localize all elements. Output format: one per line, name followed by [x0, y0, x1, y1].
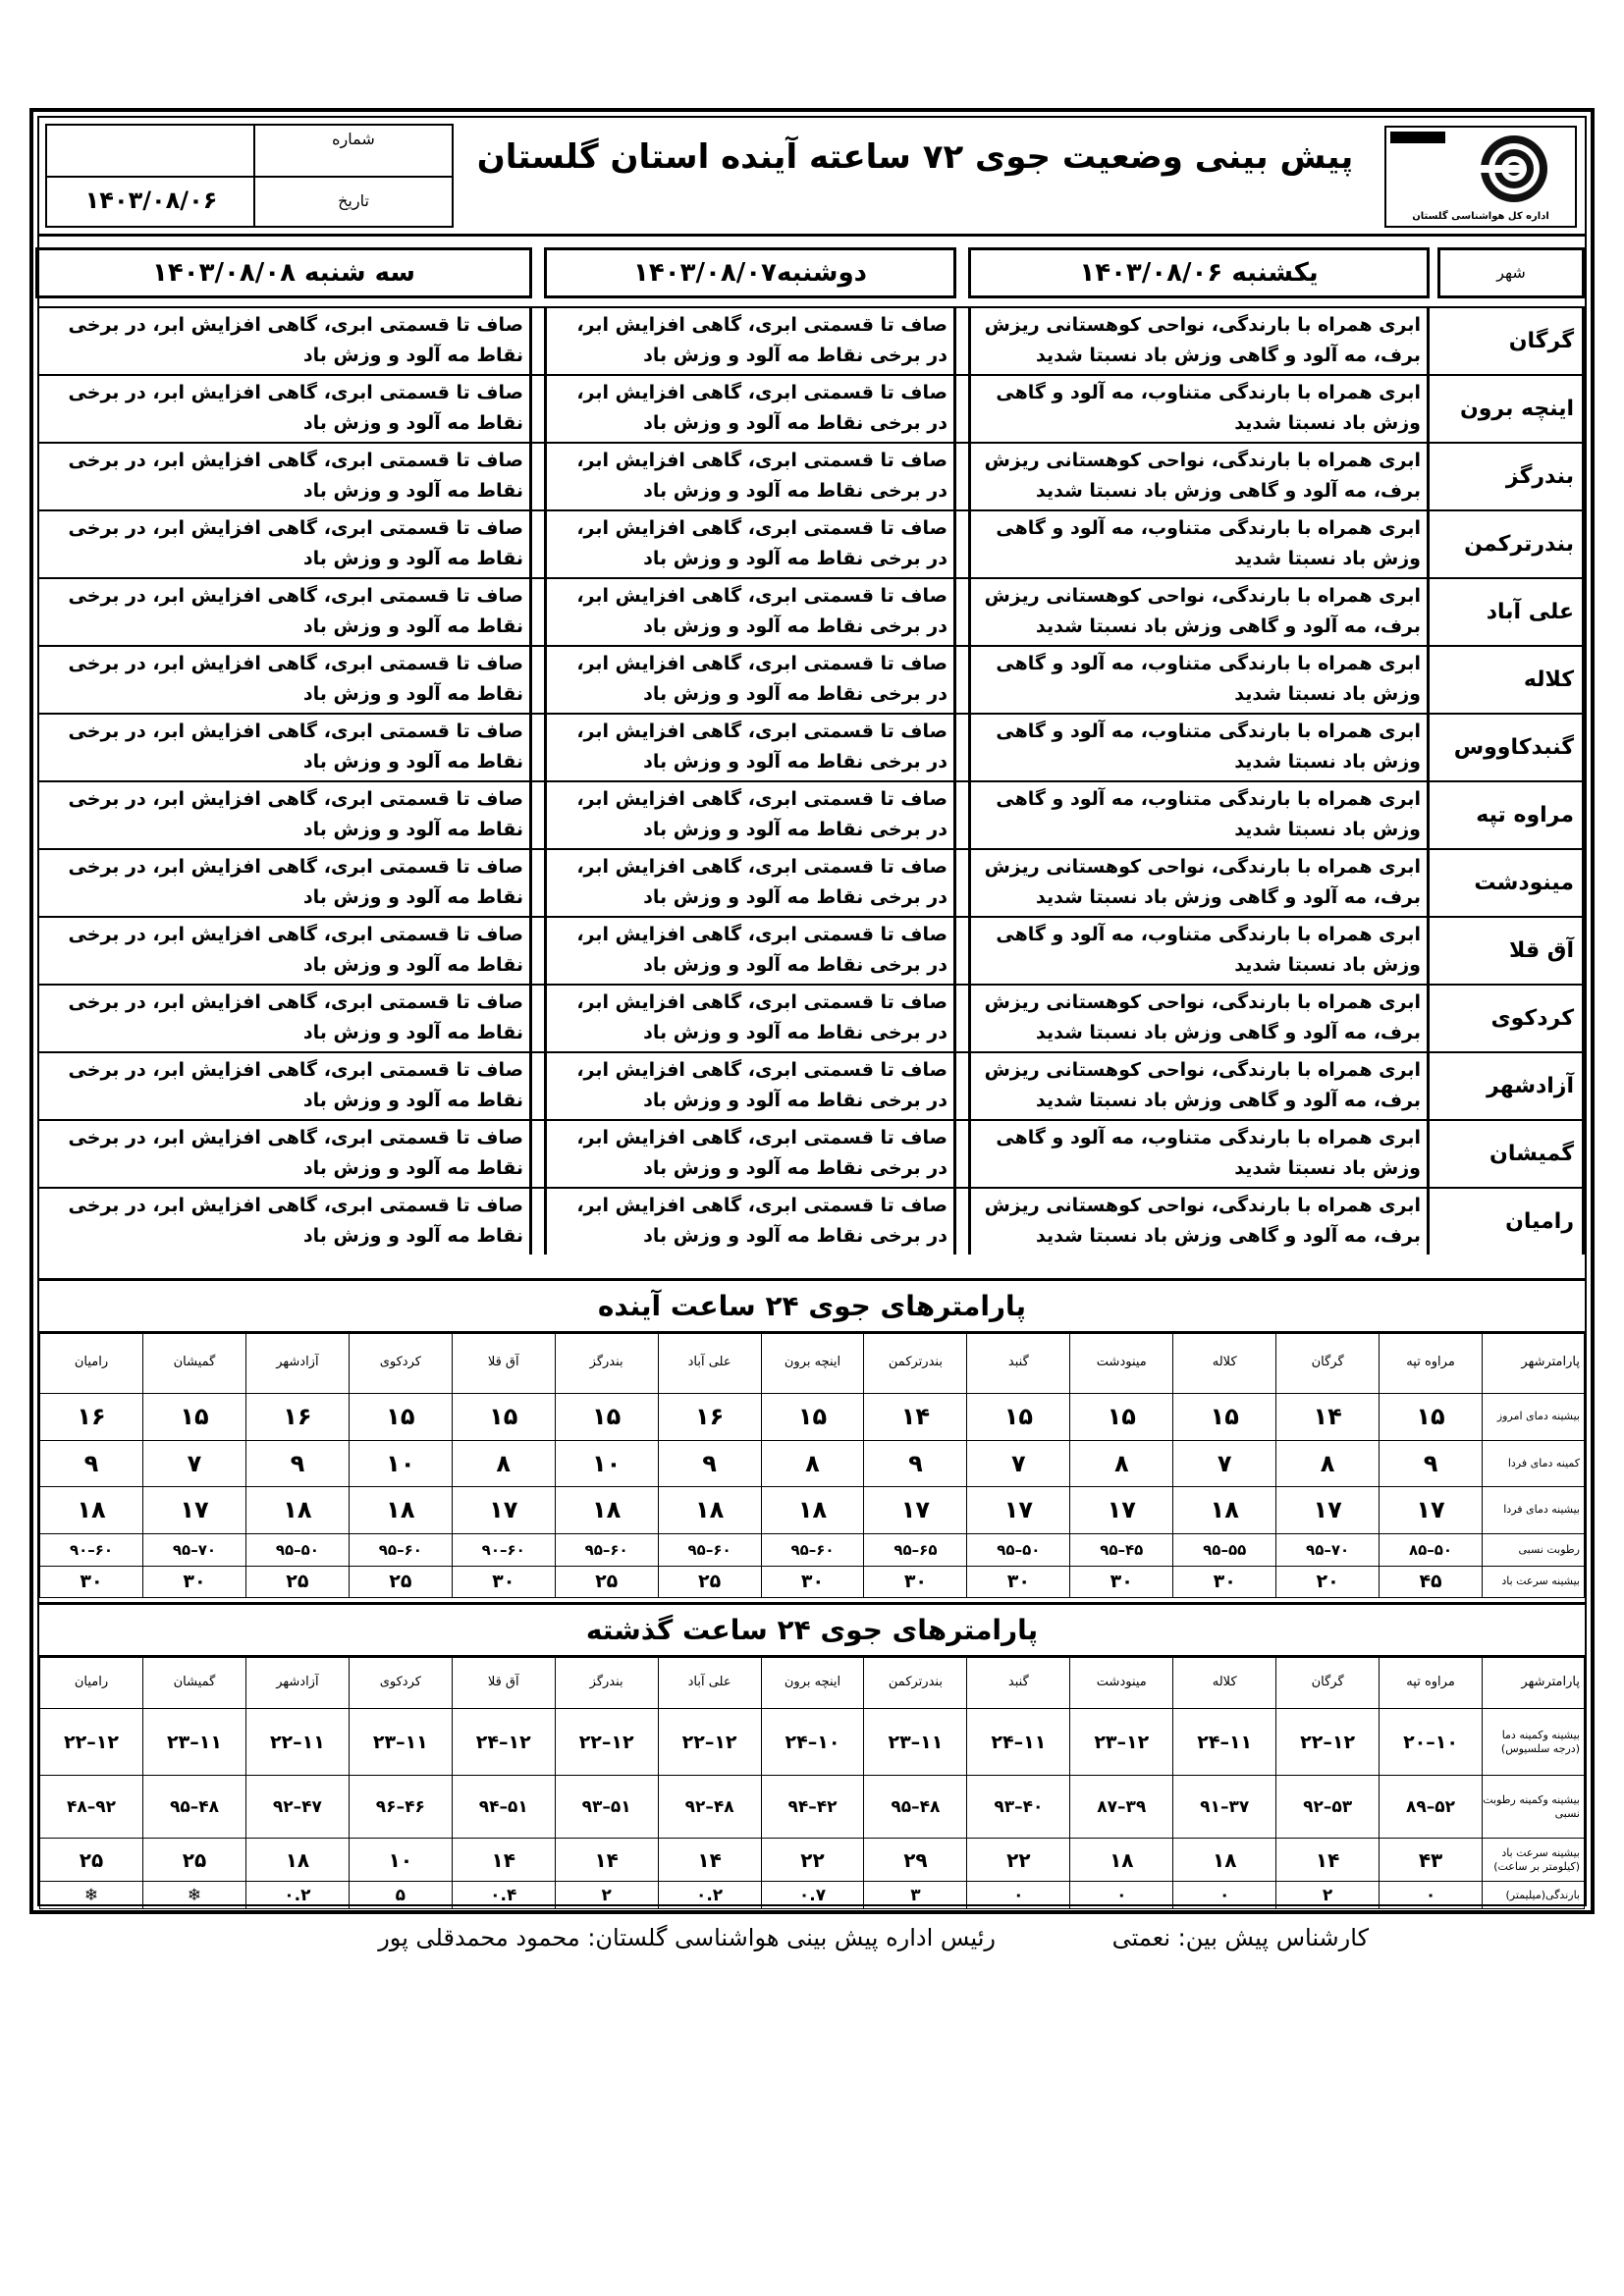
next24-data-row [40, 1486, 1585, 1534]
next24-value-cell: ۹ [1380, 1441, 1483, 1487]
past24-city-header: بندرگز [555, 1656, 658, 1709]
forecast-city: کلاله [1437, 647, 1585, 713]
forecast-city: گرگان [1437, 308, 1585, 374]
meta-date-row [47, 176, 452, 226]
past24-value-cell: ۱۲–۲۳ [1070, 1709, 1173, 1776]
past24-value-cell: ۰.۲ [245, 1882, 349, 1909]
past24-city-header: آزادشهر [245, 1656, 349, 1709]
day-header-tuesday: سه شنبه ۱۴۰۳/۰۸/۰۸ [35, 247, 532, 298]
forecast-city: کردکوی [1437, 986, 1585, 1051]
past24-value-cell: ۱۴ [555, 1839, 658, 1882]
past24-data-row [40, 1709, 1585, 1776]
past24-value-cell: ۵۲–۸۹ [1380, 1776, 1483, 1839]
corner-label: پارامترشهر [1483, 1656, 1585, 1709]
past24-value-cell: ۱۱–۲۳ [143, 1709, 246, 1776]
document-header [39, 118, 1585, 237]
next24-value-cell: ۵۵–۹۵ [1173, 1534, 1276, 1566]
past24-value-cell: ۰ [1173, 1882, 1276, 1909]
next24-value-cell: ۶۰–۹۵ [555, 1534, 658, 1566]
past24-value-cell: ۰.۴ [452, 1882, 555, 1909]
number-label: شماره [253, 126, 452, 176]
next24-value-cell: ۱۷ [143, 1486, 246, 1534]
next24-value-cell: ۷۰–۹۵ [1276, 1534, 1380, 1566]
next24-value-cell: ۲۰ [1276, 1566, 1380, 1597]
next24-value-cell: ۱۸ [40, 1486, 143, 1534]
forecast-tuesday: صاف تا قسمتی ابری، گاهی افزایش ابر، در برخی نقاط مه آلود و وزش باد [35, 376, 532, 442]
next24-data-row [40, 1393, 1585, 1441]
next24-city-header: گمیشان [143, 1332, 246, 1394]
forecast-row [39, 916, 1585, 984]
past24-value-cell: ۱۴ [658, 1839, 761, 1882]
past24-data-row [40, 1882, 1585, 1909]
next24-value-cell: ۱۵ [143, 1393, 246, 1441]
forecast-row [39, 645, 1585, 713]
forecast-city: مینودشت [1437, 850, 1585, 916]
param-label: کمینه دمای فردا [1483, 1441, 1585, 1487]
next24-value-cell: ۵۰–۹۵ [967, 1534, 1070, 1566]
forecast-sunday: ابری همراه با بارندگی متناوب، مه آلود و گاهی وزش باد نسبتا شدید [968, 918, 1430, 984]
forecast-monday: صاف تا قسمتی ابری، گاهی افزایش ابر، در برخی نقاط مه آلود و وزش باد [544, 308, 956, 374]
next24-value-cell: ۱۷ [1276, 1486, 1380, 1534]
past24-value-cell: ❄ [143, 1882, 246, 1909]
next24-value-cell: ۳۰ [1173, 1566, 1276, 1597]
forecast-sheet [29, 108, 1595, 1914]
param-label: بیشینه وکمینه رطوبت نسبی [1483, 1776, 1585, 1839]
forecast-tuesday: صاف تا قسمتی ابری، گاهی افزایش ابر، در برخی نقاط مه آلود و وزش باد [35, 850, 532, 916]
next24-value-cell: ۹ [658, 1441, 761, 1487]
next24-city-header: کردکوی [349, 1332, 452, 1394]
past24-value-cell: ۵۱–۹۴ [452, 1776, 555, 1839]
next24-value-cell: ۱۷ [452, 1486, 555, 1534]
next24-city-header: مینودشت [1070, 1332, 1173, 1394]
city-column-header: شهر [1437, 247, 1585, 298]
past24-value-cell: ۳۹–۸۷ [1070, 1776, 1173, 1839]
next24-value-cell: ۲۵ [658, 1566, 761, 1597]
forecast-row [39, 374, 1585, 442]
next24-city-header: آزادشهر [245, 1332, 349, 1394]
forecast-sunday: ابری همراه با بارندگی، نواحی کوهستانی ریزش برف، مه آلود و گاهی وزش باد نسبتا شدید [968, 986, 1430, 1051]
past24-value-cell: ۲۹ [864, 1839, 967, 1882]
past24-value-cell: ۰.۲ [658, 1882, 761, 1909]
past24-value-cell: ۴۳ [1380, 1839, 1483, 1882]
past24-value-cell: ۲۵ [40, 1839, 143, 1882]
past24-city-header: رامیان [40, 1656, 143, 1709]
past24-data-row [40, 1839, 1585, 1882]
past24-city-header: گرگان [1276, 1656, 1380, 1709]
page-title: پیش بینی وضعیت جوی ۷۲ ساعته آینده استان گلستان [476, 137, 1354, 177]
next24-value-cell: ۱۰ [555, 1441, 658, 1487]
forecast-monday: صاف تا قسمتی ابری، گاهی افزایش ابر، در برخی نقاط مه آلود و وزش باد [544, 1189, 956, 1255]
past24-value-cell: ۴۷–۹۲ [245, 1776, 349, 1839]
forecast-city: گمیشان [1437, 1121, 1585, 1187]
past24-value-cell: ۰ [1070, 1882, 1173, 1909]
next24-value-cell: ۱۵ [761, 1393, 864, 1441]
forecast-tuesday: صاف تا قسمتی ابری، گاهی افزایش ابر، در برخی نقاط مه آلود و وزش باد [35, 579, 532, 645]
past24-value-cell: ۱۲–۲۲ [658, 1709, 761, 1776]
past24-city-header: گنبد [967, 1656, 1070, 1709]
forecast-row [39, 1187, 1585, 1255]
forecast-monday: صاف تا قسمتی ابری، گاهی افزایش ابر، در برخی نقاط مه آلود و وزش باد [544, 579, 956, 645]
next24-value-cell: ۱۸ [349, 1486, 452, 1534]
next24-value-cell: ۱۴ [864, 1393, 967, 1441]
param-label: بیشینه دمای فردا [1483, 1486, 1585, 1534]
next24-value-cell: ۳۰ [452, 1566, 555, 1597]
past24-value-cell: ۵۳–۹۲ [1276, 1776, 1380, 1839]
forecast-tuesday: صاف تا قسمتی ابری، گاهی افزایش ابر، در برخی نقاط مه آلود و وزش باد [35, 647, 532, 713]
next24-value-cell: ۱۵ [555, 1393, 658, 1441]
past24-value-cell: ۲۵ [143, 1839, 246, 1882]
past24-value-cell: ۴۸–۹۲ [658, 1776, 761, 1839]
next24-value-cell: ۱۶ [658, 1393, 761, 1441]
next24-value-cell: ۱۷ [1070, 1486, 1173, 1534]
forecast-city: گنبدکاووس [1437, 715, 1585, 780]
next24-value-cell: ۶۰–۹۵ [658, 1534, 761, 1566]
forecast-sunday: ابری همراه با بارندگی متناوب، مه آلود و گاهی وزش باد نسبتا شدید [968, 647, 1430, 713]
day-header-sunday: یکشنبه ۱۴۰۳/۰۸/۰۶ [968, 247, 1430, 298]
next24-value-cell: ۳۰ [761, 1566, 864, 1597]
next24-value-cell: ۷ [143, 1441, 246, 1487]
next24-value-cell: ۶۰–۹۵ [349, 1534, 452, 1566]
past24-value-cell: ۰ [1380, 1882, 1483, 1909]
next24-value-cell: ۱۶ [40, 1393, 143, 1441]
forecast-row [39, 1051, 1585, 1119]
logo-emblem-icon [1386, 128, 1575, 206]
past24-value-cell: ۲۲ [967, 1839, 1070, 1882]
logo-caption: اداره کل هواشناسی گلستان [1412, 211, 1549, 222]
past24-value-cell: ۱۱–۲۴ [1173, 1709, 1276, 1776]
next24-value-cell: ۳۰ [143, 1566, 246, 1597]
forecast-monday: صاف تا قسمتی ابری، گاهی افزایش ابر، در برخی نقاط مه آلود و وزش باد [544, 376, 956, 442]
past24-value-cell: ۱۸ [245, 1839, 349, 1882]
next24-value-cell: ۵۰–۸۵ [1380, 1534, 1483, 1566]
next24-value-cell: ۶۰–۹۵ [761, 1534, 864, 1566]
past24-value-cell: ۱۴ [452, 1839, 555, 1882]
forecast-tuesday: صاف تا قسمتی ابری، گاهی افزایش ابر، در برخی نقاط مه آلود و وزش باد [35, 986, 532, 1051]
next24-city-header: آق قلا [452, 1332, 555, 1394]
next24-value-cell: ۶۰–۹۰ [40, 1534, 143, 1566]
next24-data-row [40, 1566, 1585, 1597]
past24-city-header: مراوه تپه [1380, 1656, 1483, 1709]
forecast-tuesday: صاف تا قسمتی ابری، گاهی افزایش ابر، در برخی نقاط مه آلود و وزش باد [35, 511, 532, 577]
forecast-tuesday: صاف تا قسمتی ابری، گاهی افزایش ابر، در برخی نقاط مه آلود و وزش باد [35, 1189, 532, 1255]
past24-value-cell: ۵۱–۹۳ [555, 1776, 658, 1839]
forecast-monday: صاف تا قسمتی ابری، گاهی افزایش ابر، در برخی نقاط مه آلود و وزش باد [544, 511, 956, 577]
past24-city-header: کردکوی [349, 1656, 452, 1709]
past24-value-cell: ۱۲–۲۲ [40, 1709, 143, 1776]
next24-value-cell: ۳۰ [1070, 1566, 1173, 1597]
past24-value-cell: ۰.۷ [761, 1882, 864, 1909]
next24-value-cell: ۷۰–۹۵ [143, 1534, 246, 1566]
past24-value-cell: ۱۸ [1173, 1839, 1276, 1882]
next24-value-cell: ۲۵ [349, 1566, 452, 1597]
forecast-row [39, 442, 1585, 509]
next24-value-cell: ۸ [1070, 1441, 1173, 1487]
past24-value-cell: ۴۶–۹۶ [349, 1776, 452, 1839]
next24-table [39, 1331, 1585, 1598]
forecast-row [39, 577, 1585, 645]
forecast-monday: صاف تا قسمتی ابری، گاهی افزایش ابر، در برخی نقاط مه آلود و وزش باد [544, 1053, 956, 1119]
past24-value-cell: ۰ [967, 1882, 1070, 1909]
next24-value-cell: ۳۰ [864, 1566, 967, 1597]
past24-value-cell: ۹۲–۴۸ [40, 1776, 143, 1839]
next24-value-cell: ۱۶ [245, 1393, 349, 1441]
forecast-city: مراوه تپه [1437, 782, 1585, 848]
forecast-sunday: ابری همراه با بارندگی، نواحی کوهستانی ریزش برف، مه آلود و گاهی وزش باد نسبتا شدید [968, 444, 1430, 509]
past24-value-cell: ۴۰–۹۳ [967, 1776, 1070, 1839]
next24-value-cell: ۹ [864, 1441, 967, 1487]
forecaster-name: کارشناس پیش بین: نعمتی [1111, 1924, 1369, 1951]
next24-value-cell: ۱۴ [1276, 1393, 1380, 1441]
forecast-tuesday: صاف تا قسمتی ابری، گاهی افزایش ابر، در برخی نقاط مه آلود و وزش باد [35, 1053, 532, 1119]
forecast-sunday: ابری همراه با بارندگی متناوب، مه آلود و گاهی وزش باد نسبتا شدید [968, 782, 1430, 848]
next24-city-header: گنبد [967, 1332, 1070, 1394]
past24-city-header: آق قلا [452, 1656, 555, 1709]
forecast-row [39, 848, 1585, 916]
param-label: بیشینه دمای امروز [1483, 1393, 1585, 1441]
next24-value-cell: ۶۰–۹۰ [452, 1534, 555, 1566]
next24-value-cell: ۱۷ [967, 1486, 1070, 1534]
next24-value-cell: ۷ [1173, 1441, 1276, 1487]
past24-value-cell: ۲۲ [761, 1839, 864, 1882]
date-label: تاریخ [253, 176, 452, 226]
day-header-row [39, 247, 1585, 298]
next24-value-cell: ۱۸ [1173, 1486, 1276, 1534]
forecast-sunday: ابری همراه با بارندگی متناوب، مه آلود و گاهی وزش باد نسبتا شدید [968, 715, 1430, 780]
forecast-tuesday: صاف تا قسمتی ابری، گاهی افزایش ابر، در برخی نقاط مه آلود و وزش باد [35, 715, 532, 780]
forecast-tuesday: صاف تا قسمتی ابری، گاهی افزایش ابر، در برخی نقاط مه آلود و وزش باد [35, 918, 532, 984]
past24-value-cell: ۴۲–۹۴ [761, 1776, 864, 1839]
past24-value-cell: ۴۸–۹۵ [864, 1776, 967, 1839]
past24-city-header: علی آباد [658, 1656, 761, 1709]
past24-value-cell: ۱۲–۲۲ [555, 1709, 658, 1776]
forecast-row [39, 1119, 1585, 1187]
meta-number-row [47, 126, 452, 178]
past24-data-row [40, 1776, 1585, 1839]
param-label: بارندگی(میلیمتر) [1483, 1882, 1585, 1909]
next24-value-cell: ۱۷ [864, 1486, 967, 1534]
next24-value-cell: ۱۸ [555, 1486, 658, 1534]
past24-value-cell: ۵ [349, 1882, 452, 1909]
forecast-tuesday: صاف تا قسمتی ابری، گاهی افزایش ابر، در برخی نقاط مه آلود و وزش باد [35, 308, 532, 374]
past24-value-cell: ۲ [1276, 1882, 1380, 1909]
past24-value-cell: ❄ [40, 1882, 143, 1909]
next24-value-cell: ۸ [452, 1441, 555, 1487]
next24-value-cell: ۴۵–۹۵ [1070, 1534, 1173, 1566]
past24-value-cell: ۳۷–۹۱ [1173, 1776, 1276, 1839]
forecast-monday: صاف تا قسمتی ابری، گاهی افزایش ابر، در برخی نقاط مه آلود و وزش باد [544, 444, 956, 509]
past24-city-header: مینودشت [1070, 1656, 1173, 1709]
past24-value-cell: ۲ [555, 1882, 658, 1909]
next24-value-cell: ۱۷ [1380, 1486, 1483, 1534]
next24-city-header: علی آباد [658, 1332, 761, 1394]
next24-city-header: اینچه برون [761, 1332, 864, 1394]
document-meta [45, 124, 454, 228]
department-head-name: رئیس اداره پیش بینی هواشناسی گلستان: محمود محمدقلی پور [378, 1924, 996, 1951]
past24-value-cell: ۱۱–۲۳ [864, 1709, 967, 1776]
next24-value-cell: ۸ [761, 1441, 864, 1487]
past24-value-cell: ۴۸–۹۵ [143, 1776, 246, 1839]
param-label: رطوبت نسبی [1483, 1534, 1585, 1566]
past24-value-cell: ۱۸ [1070, 1839, 1173, 1882]
forecast-sunday: ابری همراه با بارندگی، نواحی کوهستانی ریزش برف، مه آلود و گاهی وزش باد نسبتا شدید [968, 308, 1430, 374]
past24-value-cell: ۱۱–۲۳ [349, 1709, 452, 1776]
forecast-city: بندرگز [1437, 444, 1585, 509]
forecast-sunday: ابری همراه با بارندگی، نواحی کوهستانی ریزش برف، مه آلود و گاهی وزش باد نسبتا شدید [968, 1189, 1430, 1255]
next24-value-cell: ۷ [967, 1441, 1070, 1487]
past24-value-cell: ۱۱–۲۲ [245, 1709, 349, 1776]
day-header-monday: دوشنبه۱۴۰۳/۰۸/۰۷ [544, 247, 956, 298]
date-value: ۱۴۰۳/۰۸/۰۶ [84, 187, 218, 214]
next24-data-row [40, 1441, 1585, 1487]
param-label: بیشینه سرعت باد (کیلومتر بر ساعت) [1483, 1839, 1585, 1882]
next24-value-cell: ۹ [245, 1441, 349, 1487]
forecast-monday: صاف تا قسمتی ابری، گاهی افزایش ابر، در برخی نقاط مه آلود و وزش باد [544, 918, 956, 984]
next24-value-cell: ۲۵ [245, 1566, 349, 1597]
next24-value-cell: ۳۰ [40, 1566, 143, 1597]
param-label: بیشینه وکمینه دما (درجه سلسیوس) [1483, 1709, 1585, 1776]
next24-value-cell: ۱۰ [349, 1441, 452, 1487]
past24-city-header: بندرترکمن [864, 1656, 967, 1709]
forecast-tuesday: صاف تا قسمتی ابری، گاهی افزایش ابر، در برخی نقاط مه آلود و وزش باد [35, 1121, 532, 1187]
forecast-row [39, 306, 1585, 374]
next24-city-header: رامیان [40, 1332, 143, 1394]
past24-value-cell: ۱۰–۲۴ [761, 1709, 864, 1776]
past24-value-cell: ۱۱–۲۴ [967, 1709, 1070, 1776]
next24-value-cell: ۱۵ [1070, 1393, 1173, 1441]
forecast-table [39, 306, 1585, 1258]
next24-city-header: کلاله [1173, 1332, 1276, 1394]
next24-value-cell: ۱۵ [1173, 1393, 1276, 1441]
next24-title: پارامترهای جوی ۲۴ ساعت آینده [39, 1278, 1585, 1334]
next24-header-row [40, 1332, 1585, 1394]
next24-value-cell: ۱۵ [967, 1393, 1070, 1441]
next24-city-header: بندرگز [555, 1332, 658, 1394]
past24-value-cell: ۱۰ [349, 1839, 452, 1882]
past24-value-cell: ۱۲–۲۲ [1276, 1709, 1380, 1776]
forecast-sunday: ابری همراه با بارندگی، نواحی کوهستانی ریزش برف، مه آلود و گاهی وزش باد نسبتا شدید [968, 579, 1430, 645]
forecast-monday: صاف تا قسمتی ابری، گاهی افزایش ابر، در برخی نقاط مه آلود و وزش باد [544, 647, 956, 713]
past24-value-cell: ۱۴ [1276, 1839, 1380, 1882]
next24-value-cell: ۱۵ [452, 1393, 555, 1441]
next24-value-cell: ۱۵ [1380, 1393, 1483, 1441]
next24-value-cell: ۶۵–۹۵ [864, 1534, 967, 1566]
forecast-monday: صاف تا قسمتی ابری، گاهی افزایش ابر، در برخی نقاط مه آلود و وزش باد [544, 986, 956, 1051]
next24-value-cell: ۱۸ [245, 1486, 349, 1534]
next24-city-header: بندرترکمن [864, 1332, 967, 1394]
forecast-sunday: ابری همراه با بارندگی، نواحی کوهستانی ریزش برف، مه آلود و گاهی وزش باد نسبتا شدید [968, 850, 1430, 916]
next24-value-cell: ۸ [1276, 1441, 1380, 1487]
sheet-inner [37, 116, 1587, 1906]
past24-city-header: اینچه برون [761, 1656, 864, 1709]
next24-value-cell: ۵۰–۹۵ [245, 1534, 349, 1566]
forecast-monday: صاف تا قسمتی ابری، گاهی افزایش ابر، در برخی نقاط مه آلود و وزش باد [544, 1121, 956, 1187]
forecast-monday: صاف تا قسمتی ابری، گاهی افزایش ابر، در برخی نقاط مه آلود و وزش باد [544, 782, 956, 848]
forecast-city: رامیان [1437, 1189, 1585, 1255]
forecast-city: آق قلا [1437, 918, 1585, 984]
forecast-tuesday: صاف تا قسمتی ابری، گاهی افزایش ابر، در برخی نقاط مه آلود و وزش باد [35, 782, 532, 848]
param-label: بیشینه سرعت باد [1483, 1566, 1585, 1597]
meteorological-logo [1384, 126, 1577, 228]
number-value [47, 126, 255, 176]
past24-header-row [40, 1656, 1585, 1709]
past24-city-header: کلاله [1173, 1656, 1276, 1709]
forecast-row [39, 509, 1585, 577]
next24-value-cell: ۲۵ [555, 1566, 658, 1597]
past24-title: پارامترهای جوی ۲۴ ساعت گذشته [39, 1602, 1585, 1658]
past24-value-cell: ۱۲–۲۴ [452, 1709, 555, 1776]
past24-table [39, 1655, 1585, 1909]
forecast-sunday: ابری همراه با بارندگی متناوب، مه آلود و گاهی وزش باد نسبتا شدید [968, 511, 1430, 577]
next24-value-cell: ۱۸ [658, 1486, 761, 1534]
forecast-city: اینچه برون [1437, 376, 1585, 442]
forecast-monday: صاف تا قسمتی ابری، گاهی افزایش ابر، در برخی نقاط مه آلود و وزش باد [544, 850, 956, 916]
forecast-city: آزادشهر [1437, 1053, 1585, 1119]
forecast-city: بندرترکمن [1437, 511, 1585, 577]
forecast-sunday: ابری همراه با بارندگی، نواحی کوهستانی ریزش برف، مه آلود و گاهی وزش باد نسبتا شدید [968, 1053, 1430, 1119]
forecast-sunday: ابری همراه با بارندگی متناوب، مه آلود و گاهی وزش باد نسبتا شدید [968, 376, 1430, 442]
past24-city-header: گمیشان [143, 1656, 246, 1709]
next24-value-cell: ۴۵ [1380, 1566, 1483, 1597]
next24-value-cell: ۱۵ [349, 1393, 452, 1441]
forecast-row [39, 713, 1585, 780]
next24-value-cell: ۳۰ [967, 1566, 1070, 1597]
next24-city-header: گرگان [1276, 1332, 1380, 1394]
forecast-row [39, 780, 1585, 848]
next24-value-cell: ۹ [40, 1441, 143, 1487]
forecast-tuesday: صاف تا قسمتی ابری، گاهی افزایش ابر، در برخی نقاط مه آلود و وزش باد [35, 444, 532, 509]
next24-value-cell: ۱۸ [761, 1486, 864, 1534]
forecast-sunday: ابری همراه با بارندگی متناوب، مه آلود و گاهی وزش باد نسبتا شدید [968, 1121, 1430, 1187]
forecast-city: علی آباد [1437, 579, 1585, 645]
next24-city-header: مراوه تپه [1380, 1332, 1483, 1394]
past24-value-cell: ۳ [864, 1882, 967, 1909]
past24-value-cell: ۱۰–۲۰ [1380, 1709, 1483, 1776]
forecast-row [39, 984, 1585, 1051]
next24-data-row [40, 1534, 1585, 1566]
signature-footer [0, 1924, 1624, 1963]
corner-label: پارامترشهر [1483, 1332, 1585, 1394]
forecast-monday: صاف تا قسمتی ابری، گاهی افزایش ابر، در برخی نقاط مه آلود و وزش باد [544, 715, 956, 780]
